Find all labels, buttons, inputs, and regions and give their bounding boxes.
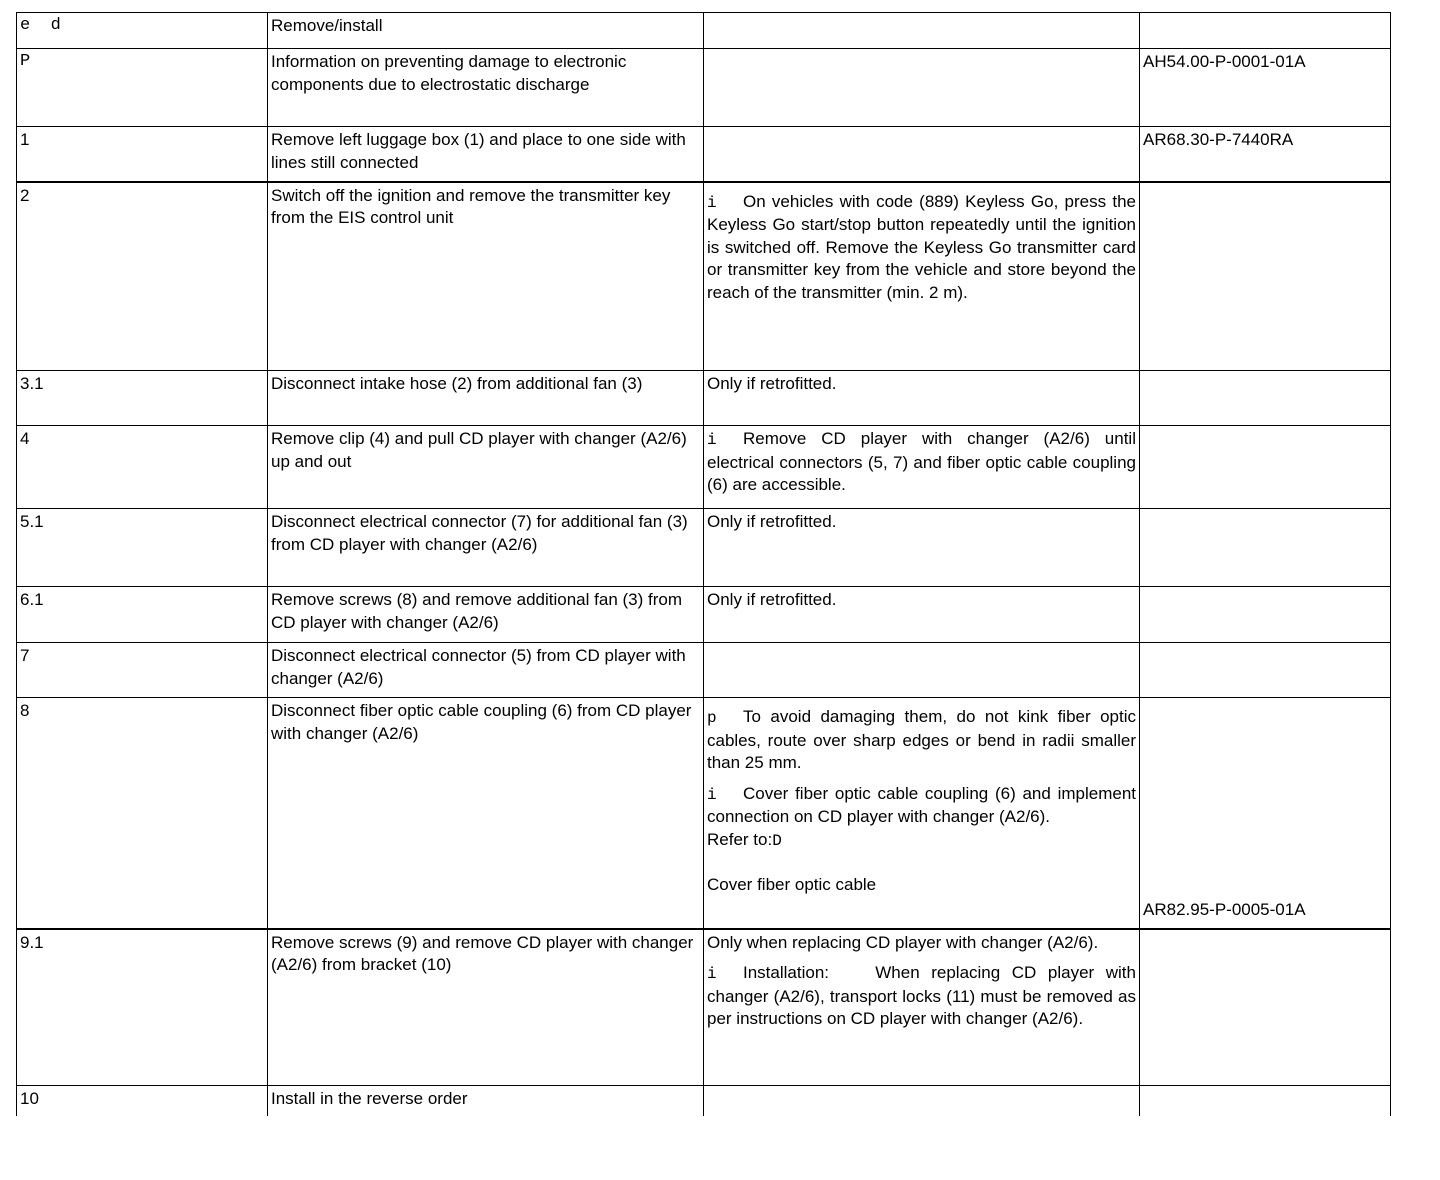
note-label: Installation:: [743, 963, 829, 982]
table-row: [17, 509, 1391, 587]
step-number: 10: [17, 1086, 268, 1116]
document-reference-text[interactable]: AR82.95-P-0005-01A: [1143, 900, 1306, 919]
note-text: Only when replacing CD player with changer (A2/6).: [707, 932, 1099, 952]
header-empty-3: [704, 13, 1140, 49]
note-text: On vehicles with code (889) Keyless Go, press the Keyless Go start/stop button repeatedly until the ignition is switched off. Remove the Keyless Go transmitter card or transmitter key from the vehicle and store beyond the reach of the transmitter (min. 2 m).: [707, 191, 1136, 302]
step-note: Only if retrofitted.: [704, 371, 1140, 426]
table-row: [17, 371, 1391, 426]
step-text: Disconnect electrical connector (5) from CD player with changer (A2/6): [268, 643, 704, 698]
step-note: [704, 127, 1140, 182]
table-row: [17, 698, 1391, 929]
refer-to-line: [707, 829, 1136, 853]
document-reference: [1140, 509, 1391, 587]
step-number: 3.1: [17, 371, 268, 426]
document-reference[interactable]: AH54.00-P-0001-01A: [1140, 49, 1391, 127]
table-row: [17, 182, 1391, 371]
step-number: 9.1: [17, 929, 268, 1086]
document-reference: [1140, 643, 1391, 698]
step-note: Only if retrofitted.: [704, 587, 1140, 643]
step-number: 8: [17, 698, 268, 929]
header-code: e d: [17, 13, 268, 49]
step-number: 6.1: [17, 587, 268, 643]
step-text: Remove screws (9) and remove CD player with changer (A2/6) from bracket (10): [268, 929, 704, 1086]
document-reference: [1140, 587, 1391, 643]
step-text: Install in the reverse order: [268, 1086, 704, 1116]
document-reference: [1140, 1086, 1391, 1116]
step-text: Disconnect intake hose (2) from additional fan (3): [268, 371, 704, 426]
note-text: Remove CD player with changer (A2/6) until electrical connectors (5, 7) and fiber optic cable coupling (6) are accessible.: [707, 429, 1136, 494]
step-number: 7: [17, 643, 268, 698]
step-note: [704, 643, 1140, 698]
step-number: 1: [17, 127, 268, 182]
table-row: [17, 49, 1391, 127]
step-text: Disconnect fiber optic cable coupling (6) from CD player with changer (A2/6): [268, 698, 704, 929]
header-row: [17, 13, 1391, 49]
step-note: Only if retrofitted.: [704, 509, 1140, 587]
note-text: When replacing CD player with changer (A2/6), transport locks (11) must be removed as per instructions on CD player with changer (A2/6).: [707, 963, 1136, 1028]
step-text: Remove left luggage box (1) and place to one side with lines still connected: [268, 127, 704, 182]
step-text: Remove clip (4) and pull CD player with changer (A2/6) up and out: [268, 426, 704, 509]
note-text: To avoid damaging them, do not kink fiber optic cables, route over sharp edges or bend in radii smaller than 25 mm.: [707, 707, 1136, 772]
step-text: Remove screws (8) and remove additional fan (3) from CD player with changer (A2/6): [268, 587, 704, 643]
procedure-table: [16, 12, 1391, 1116]
step-note: [704, 1086, 1140, 1116]
step-note: [704, 49, 1140, 127]
table-row: [17, 1086, 1391, 1116]
document-reference[interactable]: AR68.30-P-7440RA: [1140, 127, 1391, 182]
refer-link[interactable]: Cover fiber optic cable: [707, 875, 877, 894]
step-note: [704, 929, 1140, 1086]
info-icon: i: [707, 785, 717, 804]
step-note: [704, 698, 1140, 929]
step-number: P: [17, 49, 268, 127]
table-row: [17, 127, 1391, 182]
table-row: [17, 426, 1391, 509]
info-icon: i: [707, 193, 717, 212]
note-text: Cover fiber optic cable coupling (6) and implement connection on CD player with changer (A2/6).: [707, 783, 1136, 826]
header-title: Remove/install: [268, 13, 704, 49]
step-number: 4: [17, 426, 268, 509]
step-number: 5.1: [17, 509, 268, 587]
step-number: 2: [17, 182, 268, 371]
document-link-icon: D: [772, 831, 782, 850]
caution-icon: p: [707, 709, 717, 727]
step-note: [704, 182, 1140, 371]
document-reference: [1140, 182, 1391, 371]
table-row: [17, 643, 1391, 698]
step-text: Information on preventing damage to electronic components due to electrostatic discharge: [268, 49, 704, 127]
document-reference: [1140, 929, 1391, 1086]
header-empty-4: [1140, 13, 1391, 49]
table-row: [17, 929, 1391, 1086]
step-note: [704, 426, 1140, 509]
info-icon: i: [707, 431, 717, 449]
document-reference: [1140, 426, 1391, 509]
document-reference: [1140, 371, 1391, 426]
table-row: [17, 587, 1391, 643]
refer-to-label: Refer to:: [707, 829, 773, 849]
info-icon: i: [707, 965, 717, 983]
document-reference[interactable]: [1140, 698, 1391, 929]
step-text: Disconnect electrical connector (7) for additional fan (3) from CD player with changer (A2/6): [268, 509, 704, 587]
step-text: Switch off the ignition and remove the transmitter key from the EIS control unit: [268, 182, 704, 371]
